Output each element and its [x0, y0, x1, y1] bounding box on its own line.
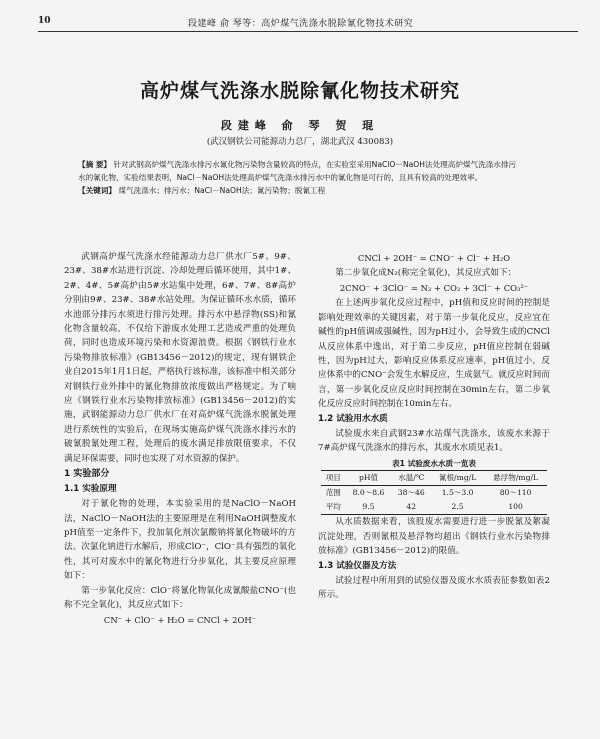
abstract-text: 针对武钢高炉煤气洗涤水排污水氰化物污染物含量较高的特点，在实验室采用NaClO－NaOH法处理高炉煤气洗涤水排污水的氰化物，实验结果表明，NaCl－NaOH法处理高炉煤气洗涤水排污水中的氰化物是可行的，且具有较高的处理效率。	[78, 160, 517, 182]
water-paragraph: 试验废水来自武钢23#水站煤气洗涤水，该废水来源于7#高炉煤气洗涤水的排污水，其废水水质见表1。	[318, 428, 550, 454]
abstract-label: 【摘 要】	[78, 160, 112, 169]
keywords-label: 【关键词】	[78, 186, 116, 195]
table-cell: 9.5	[362, 502, 375, 512]
affiliation: (武汉钢铁公司能源动力总厂，湖北武汉 430083)	[206, 137, 394, 147]
right-column	[318, 250, 550, 603]
table-row	[321, 486, 547, 501]
water-quality-table	[321, 470, 547, 515]
left-column	[64, 250, 296, 628]
table-cell: 平均	[325, 502, 341, 512]
keywords	[78, 184, 518, 197]
table-cell: 8.0～8.6	[352, 488, 385, 498]
table-header-cell: pH值	[358, 473, 379, 483]
principle-paragraph: 对于氰化物的处理，本实验采用的是NaClO－NaOH法，NaClO－NaOH法的主要原理是在利用NaOH调整废水pH值至一定条件下，投加氧化剂次氯酸钠将氰化物破坏的方法。次氯化钠进行水解后，形成ClO⁻，ClO⁻具有强烈的氧化性，其可对废水中的氰化物进行分步氧化，其主要反应原理如下：	[64, 499, 296, 582]
running-head-text: 段建峰 俞 琴等：高炉煤气洗涤水脱除氰化物技术研究	[188, 19, 414, 29]
table-header-row	[321, 471, 547, 486]
table-header-cell: 氰根/mg/L	[438, 473, 477, 483]
table-cell: 80～110	[499, 488, 532, 498]
table-header-cell: 水温/℃	[398, 473, 425, 483]
step1-paragraph: 第一步氧化反应：ClO⁻将氰化物氧化成氰酸盐CNO⁻(也称不完全氧化)，其反应式如下：	[64, 585, 296, 610]
analysis-paragraph: 在上述两步氧化反应过程中，pH值和反应时间的控制是影响处理效率的关键因素，对于第一步氧化反应，反应宜在碱性的pH值调成强碱性，因为pH过小，会导致生成的CNCl从反应体系中逸出，对于第二步反应，pH值应控制在弱碱性，因为pH过大，影响反应体系反应速率，pH值过小，反应体系中的CNO⁻会发生水解反应，生成氨气。就反应时间而言，第一步氧化反应反应时间控制在30min左右，第二步氧化反应反应时间控制在10min左右。	[318, 298, 550, 410]
intro-paragraph: 武钢高炉煤气洗涤水经能源动力总厂供水厂5#、9#、23#、38#水站进行沉淀、冷却处理后循环使用，其中1#、2#、4#、5#高炉由5#水站集中处理，6#、7#、8#高炉分别由9#、23#、38#水站处理。为保证循环水水质，循环水池部分排污水须进行排污处理。排污水中悬浮物(SS)和氰化物含量较高，不仅给下游废水处理工艺造成严重的处理负荷，同时也造成环境污染和水资源浪费。根据《钢铁行业水污染物排放标准》(GB13456－2012)的规定，现有钢铁企业自2015年1月1日起，严格执行该标准，该标准中相关部分对钢铁行业外排中的氰化物排放浓度做出严格规定。为了响应《钢铁行业水污染物排放标准》(GB13456－2012)的实施，武钢能源动力总厂供水厂在对高炉煤气洗涤水脱氰处理进行系统性的实验后，在现场实施高炉煤气洗涤水排污水的破氰脱氰处理工程，处理后的废水满足排放限值要求，不仅满足环保需要，同时也实现了对水资源的保护。	[64, 252, 296, 464]
section-heading-1: 1 实验部分	[64, 469, 110, 480]
table-cell: 1.5～3.0	[441, 488, 474, 498]
section-heading-1-3: 1.3 试验仪器及方法	[318, 560, 397, 571]
page-number: 10	[38, 16, 51, 26]
abstract-block	[78, 158, 518, 197]
keywords-text: 煤气洗涤水；排污水；NaCl－NaOH法；氰污染物；脱氰工程	[118, 186, 326, 195]
table-cell: 42	[406, 502, 417, 512]
table-header-cell: 悬浮物/mg/L	[493, 473, 539, 483]
table-cell: 范围	[325, 488, 341, 498]
water-note-paragraph: 从水质数据来看，该股废水需要进行进一步脱氰及絮凝沉淀处理，否则氰根及悬浮物均超出《钢铁行业水污染物排放标准》(GB13456－2012)的限值。	[318, 517, 550, 557]
table-row	[321, 500, 547, 515]
table-cell: 38～46	[397, 488, 425, 498]
equation-1: CN⁻ + ClO⁻ + H₂O = CNCl + 2OH⁻	[103, 615, 257, 626]
authors: 段建峰 俞 琴 贺 琨	[220, 119, 380, 132]
running-head	[38, 14, 578, 32]
table-cell: 100	[508, 502, 523, 512]
section-heading-1-1: 1.1 实验原理	[64, 484, 117, 495]
abstract	[78, 158, 518, 184]
table-cell: 2.5	[451, 502, 464, 512]
step2-paragraph: 第二步氧化成N₂(称完全氧化)，其反应式如下：	[335, 268, 517, 278]
section-heading-1-2: 1.2 试验用水水质	[318, 413, 388, 424]
method-paragraph: 试验过程中所用到的试验仪器及废水水质表征参数如表2所示。	[318, 575, 550, 601]
equation-3: 2CNO⁻ + 3ClO⁻ = N₂ + CO₂ + 3Cl⁻ + CO₃²⁻	[339, 283, 529, 294]
paper-title: 高炉煤气洗涤水脱除氰化物技术研究	[139, 80, 460, 102]
table-header-cell: 项目	[325, 473, 341, 483]
table-caption: 表1 试验废水水质一览表	[392, 459, 476, 469]
equation-2: CNCl + 2OH⁻ = CNO⁻ + Cl⁻ + H₂O	[357, 253, 511, 263]
